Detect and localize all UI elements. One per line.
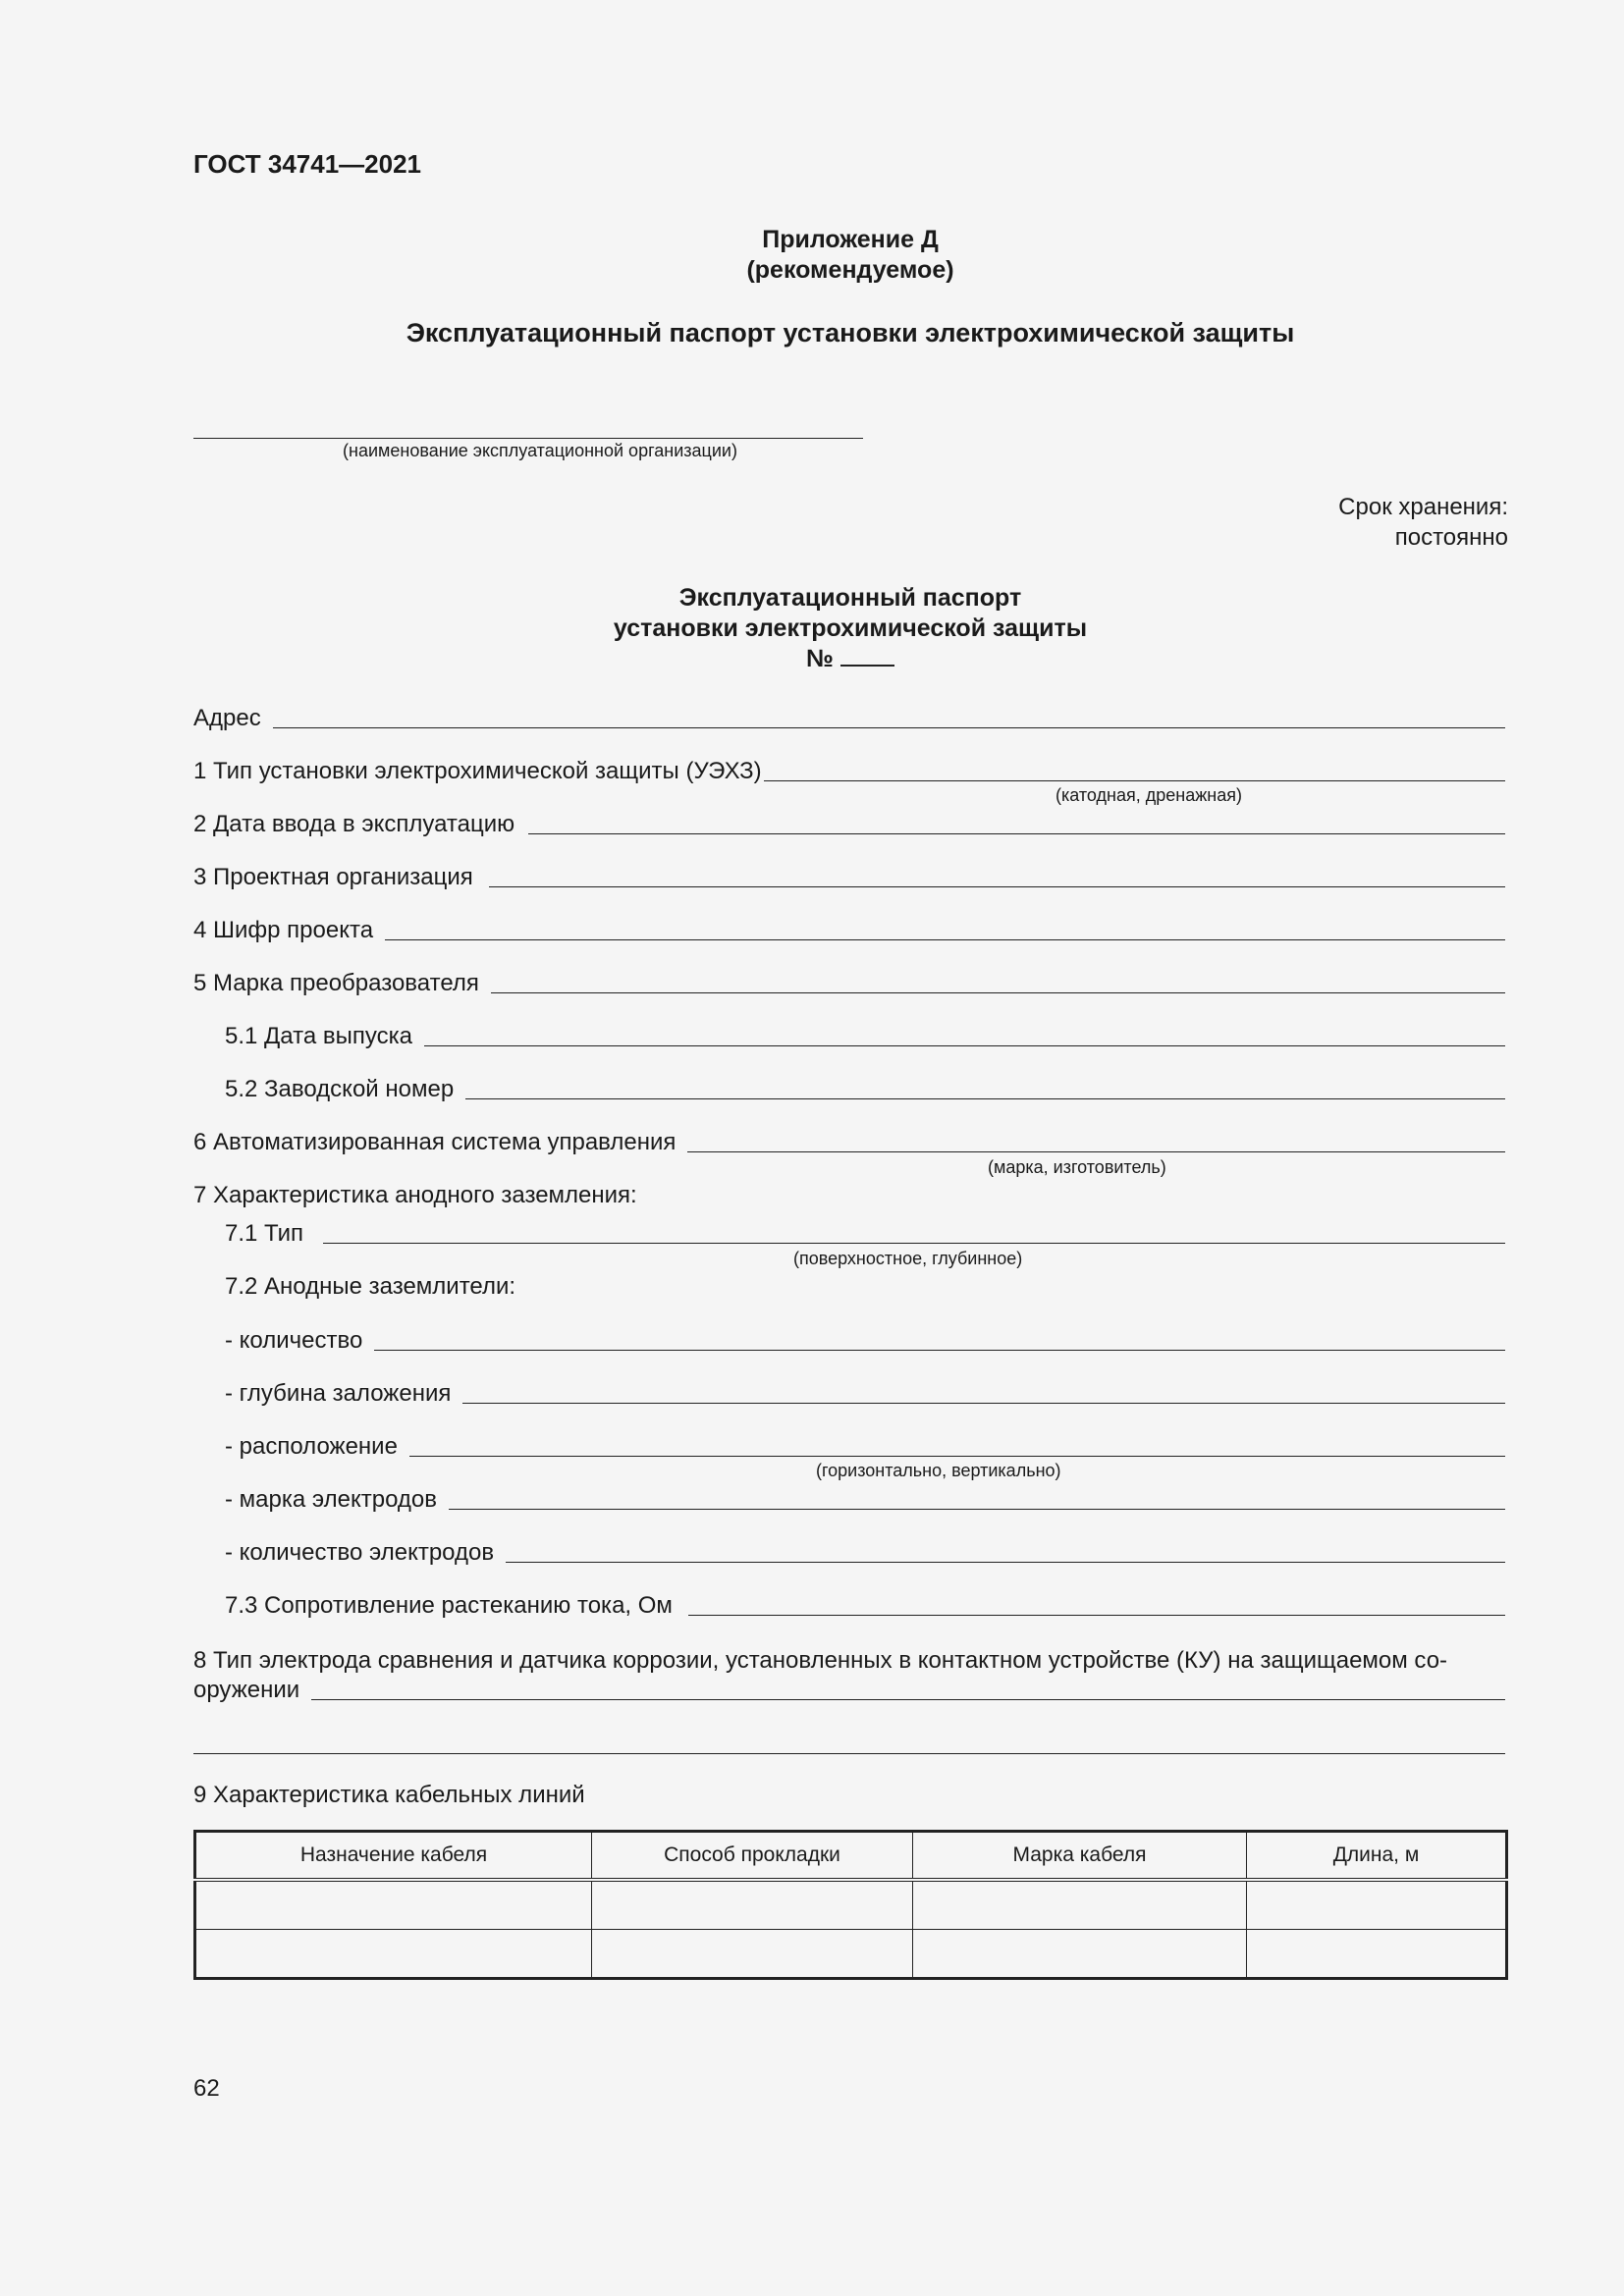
address-row	[193, 703, 1505, 732]
field-7-2-d-label: - марка электродов	[225, 1486, 437, 1513]
field-8-row	[193, 1675, 1505, 1704]
field-7-1-label: 7.1 Тип	[225, 1220, 304, 1247]
table-cell[interactable]	[592, 1880, 913, 1930]
table-row	[195, 1880, 1507, 1930]
field-6-input[interactable]	[687, 1151, 1505, 1152]
field-5-2-row	[225, 1074, 1505, 1103]
field-8-line1: 8 Тип электрода сравнения и датчика коррозии, установленных в контактном устройстве (КУ) на защищаемом со-	[193, 1647, 1448, 1674]
field-7-2-c-row	[225, 1431, 1505, 1461]
field-8-label: оружении	[193, 1677, 300, 1703]
field-7-3-row	[225, 1590, 1505, 1620]
col-laying: Способ прокладки	[592, 1832, 913, 1881]
field-4-input[interactable]	[385, 939, 1505, 940]
field-7-2-e-row	[225, 1537, 1505, 1567]
field-1-label: 1 Тип установки электрохимической защиты (УЭХЗ)	[193, 758, 762, 784]
field-5-2-input[interactable]	[465, 1098, 1505, 1099]
field-7-2-d-row	[225, 1484, 1505, 1514]
storage-period	[1338, 492, 1508, 553]
organization-field[interactable]	[193, 438, 863, 439]
passport-title-line1: Эксплуатационный паспорт	[678, 584, 1022, 612]
appendix-heading	[193, 225, 1507, 286]
organization-caption: (наименование эксплуатационной организации)	[343, 441, 737, 460]
field-7-1-row	[225, 1218, 1505, 1248]
passport-heading	[193, 583, 1507, 674]
field-2-row	[193, 809, 1505, 838]
standard-number: ГОСТ 34741—2021	[193, 149, 421, 179]
field-5-1-label: 5.1 Дата выпуска	[225, 1023, 412, 1049]
passport-number	[193, 644, 1507, 674]
field-7-2-e-input[interactable]	[506, 1562, 1505, 1563]
table-row	[195, 1930, 1507, 1979]
col-purpose: Назначение кабеля	[195, 1832, 592, 1881]
field-7-2-a-row	[225, 1325, 1505, 1355]
page-number: 62	[193, 2075, 220, 2102]
field-5-1-input[interactable]	[424, 1045, 1505, 1046]
field-5-label: 5 Марка преобразователя	[193, 970, 479, 996]
table-cell[interactable]	[1247, 1930, 1507, 1979]
cable-table-header	[195, 1832, 1507, 1881]
field-7-2-a-label: - количество	[225, 1327, 363, 1354]
field-7-2-d-input[interactable]	[449, 1509, 1505, 1510]
address-label: Адрес	[193, 705, 261, 731]
table-cell[interactable]	[1247, 1880, 1507, 1930]
field-4-row	[193, 915, 1505, 944]
field-8-input[interactable]	[311, 1699, 1505, 1700]
field-7-2-c-hint: (горизонтально, вертикально)	[816, 1461, 1061, 1480]
table-cell[interactable]	[592, 1930, 913, 1979]
field-7-3-input[interactable]	[688, 1615, 1505, 1616]
field-7-2-a-input[interactable]	[374, 1350, 1505, 1351]
field-8-extra-line[interactable]	[193, 1753, 1505, 1754]
field-4-label: 4 Шифр проекта	[193, 917, 374, 943]
table-cell[interactable]	[913, 1880, 1247, 1930]
field-7-2-b-row	[225, 1378, 1505, 1408]
table-cell[interactable]	[195, 1880, 592, 1930]
document-title: Эксплуатационный паспорт установки электрохимической защиты	[406, 318, 1295, 347]
passport-title-line2: установки электрохимической защиты	[613, 614, 1088, 642]
field-2-input[interactable]	[528, 833, 1505, 834]
field-6-row	[193, 1127, 1505, 1156]
field-7-2-c-input[interactable]	[409, 1456, 1505, 1457]
address-field[interactable]	[273, 727, 1505, 728]
field-5-2-label: 5.2 Заводской номер	[225, 1076, 455, 1102]
cable-table	[193, 1830, 1508, 1980]
field-3-input[interactable]	[489, 886, 1505, 887]
field-7-2-b-input[interactable]	[462, 1403, 1505, 1404]
field-7-1-hint: (поверхностное, глубинное)	[793, 1249, 1023, 1268]
storage-value: постоянно	[1394, 524, 1508, 551]
field-3-label: 3 Проектная организация	[193, 864, 473, 890]
passport-number-field[interactable]	[840, 665, 894, 667]
field-7-3-label: 7.3 Сопротивление растеканию тока, Ом	[225, 1592, 673, 1619]
field-5-input[interactable]	[491, 992, 1505, 993]
table-cell[interactable]	[913, 1930, 1247, 1979]
field-6-hint: (марка, изготовитель)	[988, 1157, 1166, 1177]
field-2-label: 2 Дата ввода в эксплуатацию	[193, 811, 515, 837]
appendix-label: Приложение Д	[762, 226, 939, 253]
appendix-status: (рекомендуемое)	[746, 256, 954, 284]
field-9-heading: 9 Характеристика кабельных линий	[193, 1782, 585, 1808]
field-5-1-row	[225, 1021, 1505, 1050]
passport-number-label: №	[806, 645, 834, 672]
field-3-row	[193, 862, 1505, 891]
field-7-heading: 7 Характеристика анодного заземления:	[193, 1182, 637, 1208]
field-7-1-input[interactable]	[323, 1243, 1505, 1244]
field-6-label: 6 Автоматизированная система управления	[193, 1129, 677, 1155]
table-cell[interactable]	[195, 1930, 592, 1979]
col-brand: Марка кабеля	[913, 1832, 1247, 1881]
field-1-row	[193, 756, 1505, 785]
field-5-row	[193, 968, 1505, 997]
field-7-2-heading: 7.2 Анодные заземлители:	[225, 1273, 516, 1300]
field-7-2-c-label: - расположение	[225, 1433, 398, 1460]
col-length: Длина, м	[1247, 1832, 1507, 1881]
storage-label: Срок хранения:	[1338, 494, 1508, 520]
field-1-input[interactable]	[764, 780, 1505, 781]
field-7-2-b-label: - глубина заложения	[225, 1380, 452, 1407]
field-1-hint: (катодная, дренажная)	[1056, 785, 1242, 805]
field-7-2-e-label: - количество электродов	[225, 1539, 495, 1566]
